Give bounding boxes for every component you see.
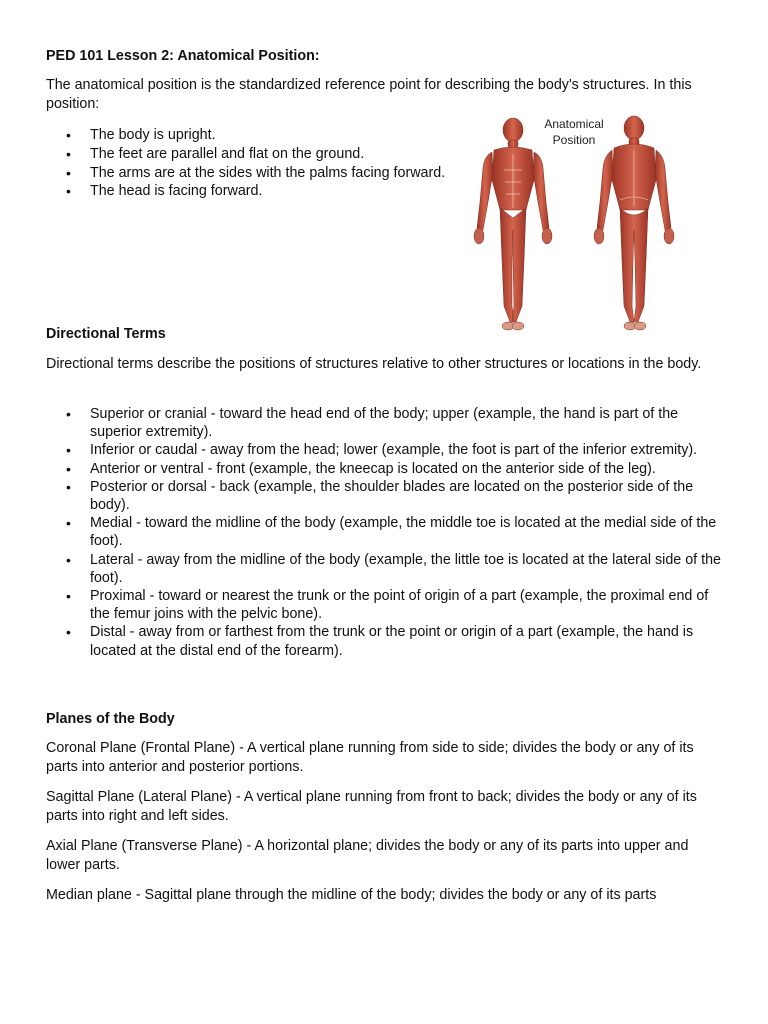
back-body-illustration — [594, 116, 674, 330]
plane-paragraph: Coronal Plane (Frontal Plane) - A vertical plane running from side to side; divides the body or any of its parts into anterior and posterior portions. — [46, 740, 694, 775]
directional-intro: Directional terms describe the positions of structures relative to other structures or locations in the body. — [46, 356, 702, 372]
list-item: • The body is upright. — [46, 126, 476, 145]
list-item: • Medial - toward the midline of the body (example, the middle toe is located at the medial side of the foot). — [46, 514, 726, 550]
planes-heading: Planes of the Body — [46, 711, 175, 727]
list-item: • Lateral - away from the midline of the body (example, the little toe is located at the lateral side of the foot). — [46, 551, 726, 587]
intro-paragraph: The anatomical position is the standardized reference point for describing the body's structures. In this position: — [46, 77, 692, 112]
directional-terms-heading: Directional Terms — [46, 326, 166, 342]
plane-paragraph: Axial Plane (Transverse Plane) - A horizontal plane; divides the body or any of its parts into upper and lower parts. — [46, 838, 689, 873]
figure-label-line: Position — [552, 133, 596, 147]
list-item: • Proximal - toward or nearest the trunk or the point of origin of a part (example, the proximal end of the femur joins with the pelvic bone). — [46, 587, 726, 623]
figure-label — [532, 116, 616, 148]
figure-label-line: Anatomical — [544, 117, 604, 131]
plane-paragraph: Median plane - Sagittal plane through the midline of the body; divides the body or any of its parts — [46, 887, 657, 903]
plane-paragraph: Sagittal Plane (Lateral Plane) - A vertical plane running from front to back; divides the body or any of its parts into right and left sides. — [46, 789, 697, 824]
list-item: • Superior or cranial - toward the head end of the body; upper (example, the hand is part of the superior extremity). — [46, 405, 726, 441]
list-item: • Anterior or ventral - front (example, the kneecap is located on the anterior side of the leg). — [46, 460, 726, 478]
list-item: • The feet are parallel and flat on the ground. — [46, 145, 476, 164]
directional-terms-list — [46, 405, 726, 660]
list-item: • Posterior or dorsal - back (example, the shoulder blades are located on the posterior side of the body). — [46, 478, 726, 514]
list-item: • Inferior or caudal - away from the head; lower (example, the foot is part of the inferior extremity). — [46, 441, 726, 459]
front-body-illustration — [474, 118, 552, 330]
lesson-title: PED 101 Lesson 2: Anatomical Position: — [46, 48, 320, 64]
position-list — [46, 126, 476, 201]
list-item: • The head is facing forward. — [46, 182, 476, 201]
list-item: • Distal - away from or farthest from the trunk or the point or origin of a part (example, the hand is located at the distal end of the forearm). — [46, 623, 726, 659]
list-item: • The arms are at the sides with the palms facing forward. — [46, 164, 476, 183]
